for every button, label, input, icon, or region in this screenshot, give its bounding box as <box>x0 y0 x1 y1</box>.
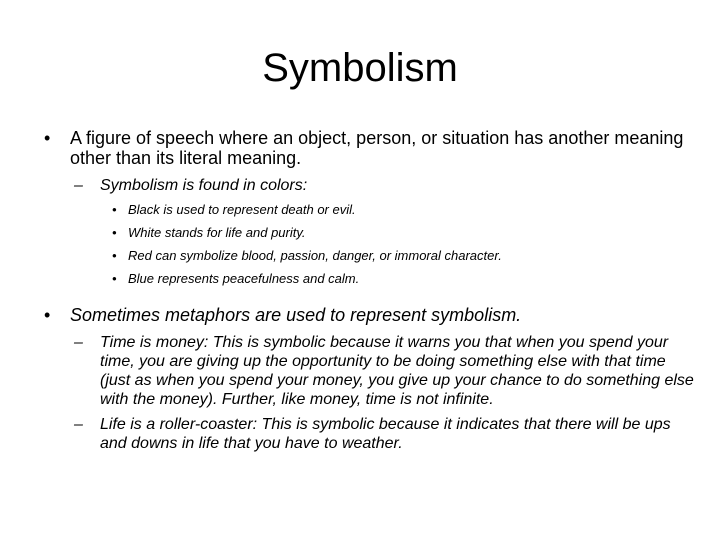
dash-marker: – <box>74 416 83 433</box>
sub-bullet-text: Symbolism is found in colors: <box>100 177 308 194</box>
sub-sub-bullet-item <box>112 270 694 287</box>
sub-sub-bullet-text: Red can symbolize blood, passion, danger, or immoral character. <box>128 248 502 263</box>
bullet-item <box>44 305 694 325</box>
bullet-text: Sometimes metaphors are used to represent symbolism. <box>70 305 522 325</box>
bullet-text: A figure of speech where an object, person, or situation has another meaning other than its literal meaning. <box>70 128 684 168</box>
spacer <box>44 293 694 305</box>
dash-marker: – <box>74 177 83 194</box>
sub-sub-bullet-text: Blue represents peacefulness and calm. <box>128 271 360 286</box>
bullet-marker: • <box>112 225 117 240</box>
sub-sub-bullet-item <box>112 201 694 218</box>
sub-bullet-item <box>74 176 694 195</box>
sub-bullet-item <box>74 333 694 409</box>
bullet-marker: • <box>44 305 51 325</box>
sub-sub-bullet-text: Black is used to represent death or evil. <box>128 202 356 217</box>
dash-marker: – <box>74 334 83 351</box>
bullet-marker: • <box>112 271 117 286</box>
bullet-item <box>44 128 694 168</box>
bullet-marker: • <box>112 248 117 263</box>
sub-sub-bullet-item <box>112 224 694 241</box>
sub-bullet-text: Time is money: This is symbolic because it warns you that when you spend your time, you are giving up the opportunity to be doing something else with that time (just as when you spend your money, you give up your chance to do something else with the money). Further, like money, time is not infinite. <box>100 334 694 408</box>
sub-sub-bullet-text: White stands for life and purity. <box>128 225 306 240</box>
slide-content <box>44 128 694 459</box>
slide-title: Symbolism <box>262 46 458 90</box>
sub-bullet-item <box>74 415 694 453</box>
bullet-marker: • <box>44 128 51 148</box>
sub-sub-bullet-item <box>112 247 694 264</box>
sub-bullet-text: Life is a roller-coaster: This is symbolic because it indicates that there will be ups and downs in life that you have to weather. <box>100 416 671 452</box>
bullet-marker: • <box>112 202 117 217</box>
